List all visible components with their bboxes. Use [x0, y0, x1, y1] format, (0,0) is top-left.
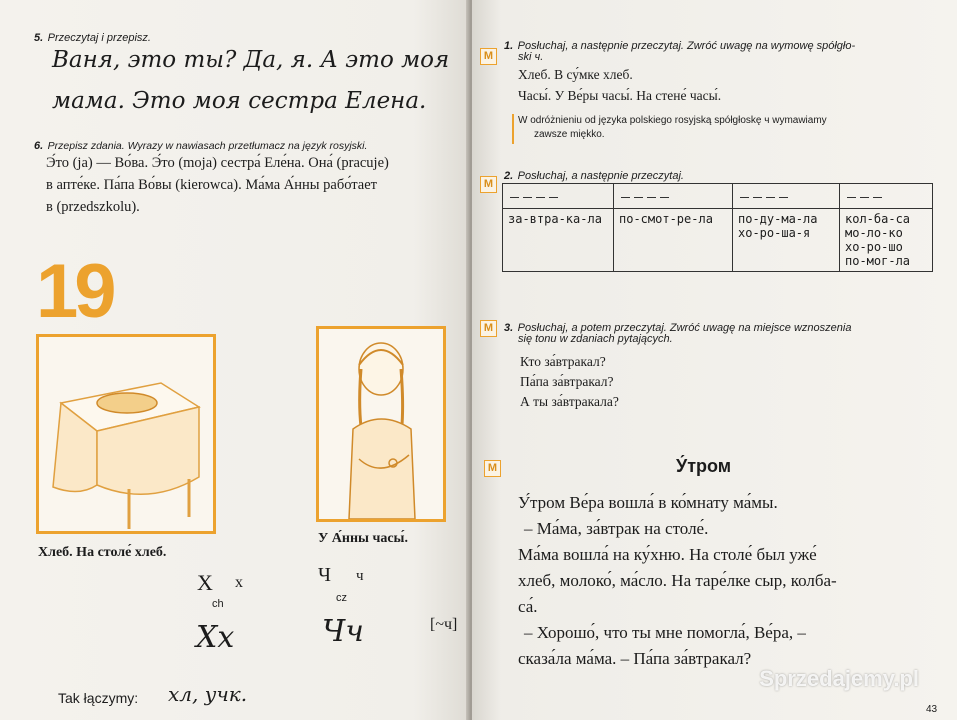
story-line: сказа́ла ма́ма. – Па́па за́втракал?: [518, 649, 752, 668]
letter-ch-lower: ч: [356, 568, 364, 584]
text-line: в апте́ке. Па́па Во́вы (kierowca). Ма́ма А́нны рабо́тает: [46, 177, 378, 193]
page-number: 43: [926, 704, 938, 715]
grammar-note: [518, 114, 827, 142]
text-line: Кто за́втракал?: [520, 354, 606, 369]
syllable-word: хо-ро-ша-я: [738, 226, 811, 240]
stress-pattern: [840, 184, 933, 209]
bread-illustration: [36, 334, 216, 534]
letter-ch-upper: Ч: [318, 564, 331, 586]
exercise-number: 6.: [34, 140, 44, 152]
exercise-1-header: [504, 36, 855, 54]
syllable-word: по-мог-ла: [845, 254, 911, 268]
exercise-3-text: [520, 352, 619, 412]
table-with-bread-icon: [39, 337, 213, 531]
caption-girl: У А́нны часы́.: [318, 531, 408, 546]
syllable-word: хо-ро-шо: [845, 240, 903, 254]
syllable-cell: [733, 209, 840, 272]
letter-ch-latin: cz: [336, 592, 347, 604]
story-line: Ма́ма вошла́ на ку́хню. На столе́ был уже́: [518, 545, 817, 564]
note-line: W odróżnieniu od języka polskiego rosyjską spółgłoskę ч wymawiamy: [518, 115, 827, 126]
stress-pattern: [733, 184, 840, 209]
syllable-word: за-втра-ка-ла: [508, 212, 602, 226]
exercise-instruction: Posłuchaj, a następnie przeczytaj.: [517, 170, 684, 182]
syllable-table: [502, 183, 933, 272]
text-line: Па́па за́втракал?: [520, 374, 614, 389]
story-title: У́тром: [676, 456, 732, 476]
exercise-5-header: [34, 28, 151, 46]
girl-illustration: [316, 326, 446, 522]
text-line: Часы́. У Ве́ры часы́. На стене́ часы́.: [518, 88, 722, 103]
text-line: Э́то (ja) — Во́ва. Э́то (moja) сестра́ Еле́на. Она́ (pracuje): [46, 155, 389, 171]
left-page: [0, 0, 470, 720]
media-badge: M: [480, 320, 497, 337]
watermark-text: Sprzedajemy.pl: [759, 666, 919, 691]
story-line: У́тром Ве́ра вошла́ в ко́мнату ма́мы.: [518, 493, 778, 512]
note-line: zawsze miękko.: [534, 129, 605, 140]
letter-ch-script: Чч: [322, 614, 364, 649]
letter-kh-lower: х: [235, 574, 243, 591]
syllable-cell: [840, 209, 933, 272]
join-label: Tak łączymy:: [58, 690, 139, 706]
watermark: [759, 666, 919, 692]
story-text: [518, 490, 837, 672]
text-line: в (przedszkolu).: [46, 199, 140, 215]
exercise-number: 3.: [504, 322, 514, 334]
join-example: хл, учк.: [168, 682, 248, 706]
story-line: хлеб, молоко́, ма́сло. На таре́лке сыр, колба-: [518, 571, 837, 590]
caption-bread: Хлеб. На столе́ хлеб.: [38, 545, 167, 560]
exercise-instruction: Posłuchaj, a następnie przeczytaj. Zwróć uwagę na wymowę spółgło-: [517, 40, 856, 52]
note-bar: [512, 114, 514, 144]
exercise-instruction: Przeczytaj i przepisz.: [47, 32, 151, 44]
exercise-number: 1.: [504, 40, 514, 52]
exercise-number: 5.: [34, 32, 44, 44]
girl-with-watch-icon: [319, 329, 443, 519]
handwriting-line-1: Ваня, это ты? Да, я. А это моя: [52, 47, 450, 73]
stress-pattern: [614, 184, 733, 209]
letter-kh-upper: Х: [197, 570, 213, 595]
syllable-word: по-смот-ре-ла: [619, 212, 713, 226]
exercise-instruction-cont: ski ч.: [518, 51, 544, 63]
media-badge: M: [484, 460, 501, 477]
exercise-6-text: [46, 152, 389, 218]
syllable-word: по-ду-ма-ла: [738, 212, 818, 226]
letter-kh-script: Хх: [196, 620, 235, 655]
text-line: Хлеб. В су́мке хлеб.: [518, 67, 633, 82]
story-line: са́.: [518, 597, 538, 616]
text-line: А ты за́втракала?: [520, 394, 619, 409]
exercise-instruction: Przepisz zdania. Wyrazy w nawiasach przetłumacz na język rosyjski.: [47, 140, 368, 152]
letter-kh-latin: ch: [212, 598, 224, 610]
exercise-2-header: [504, 166, 684, 184]
transcription-bracket: [~ч]: [430, 616, 458, 633]
story-line: – Хорошо́, что ты мне помогла́, Ве́ра, –: [524, 623, 806, 642]
stress-pattern: [503, 184, 614, 209]
syllable-word: кол-ба-са: [845, 212, 911, 226]
syllable-cell: [614, 209, 733, 272]
syllable-cell: [503, 209, 614, 272]
handwriting-line-2: мама. Это моя сестра Елена.: [52, 88, 427, 114]
lesson-number: 19: [36, 249, 113, 334]
exercise-number: 2.: [504, 170, 514, 182]
media-badge: M: [480, 176, 497, 193]
right-page: [472, 0, 957, 720]
exercise-1-text: [518, 64, 721, 106]
exercise-instruction: Posłuchaj, a potem przeczytaj. Zwróć uwagę na miejsce wznoszenia: [517, 322, 852, 334]
media-badge: M: [480, 48, 497, 65]
story-line: – Ма́ма, за́втрак на столе́.: [524, 519, 709, 538]
syllable-word: мо-ло-ко: [845, 226, 903, 240]
exercise-instruction-cont: się tonu w zdaniach pytających.: [518, 333, 673, 345]
